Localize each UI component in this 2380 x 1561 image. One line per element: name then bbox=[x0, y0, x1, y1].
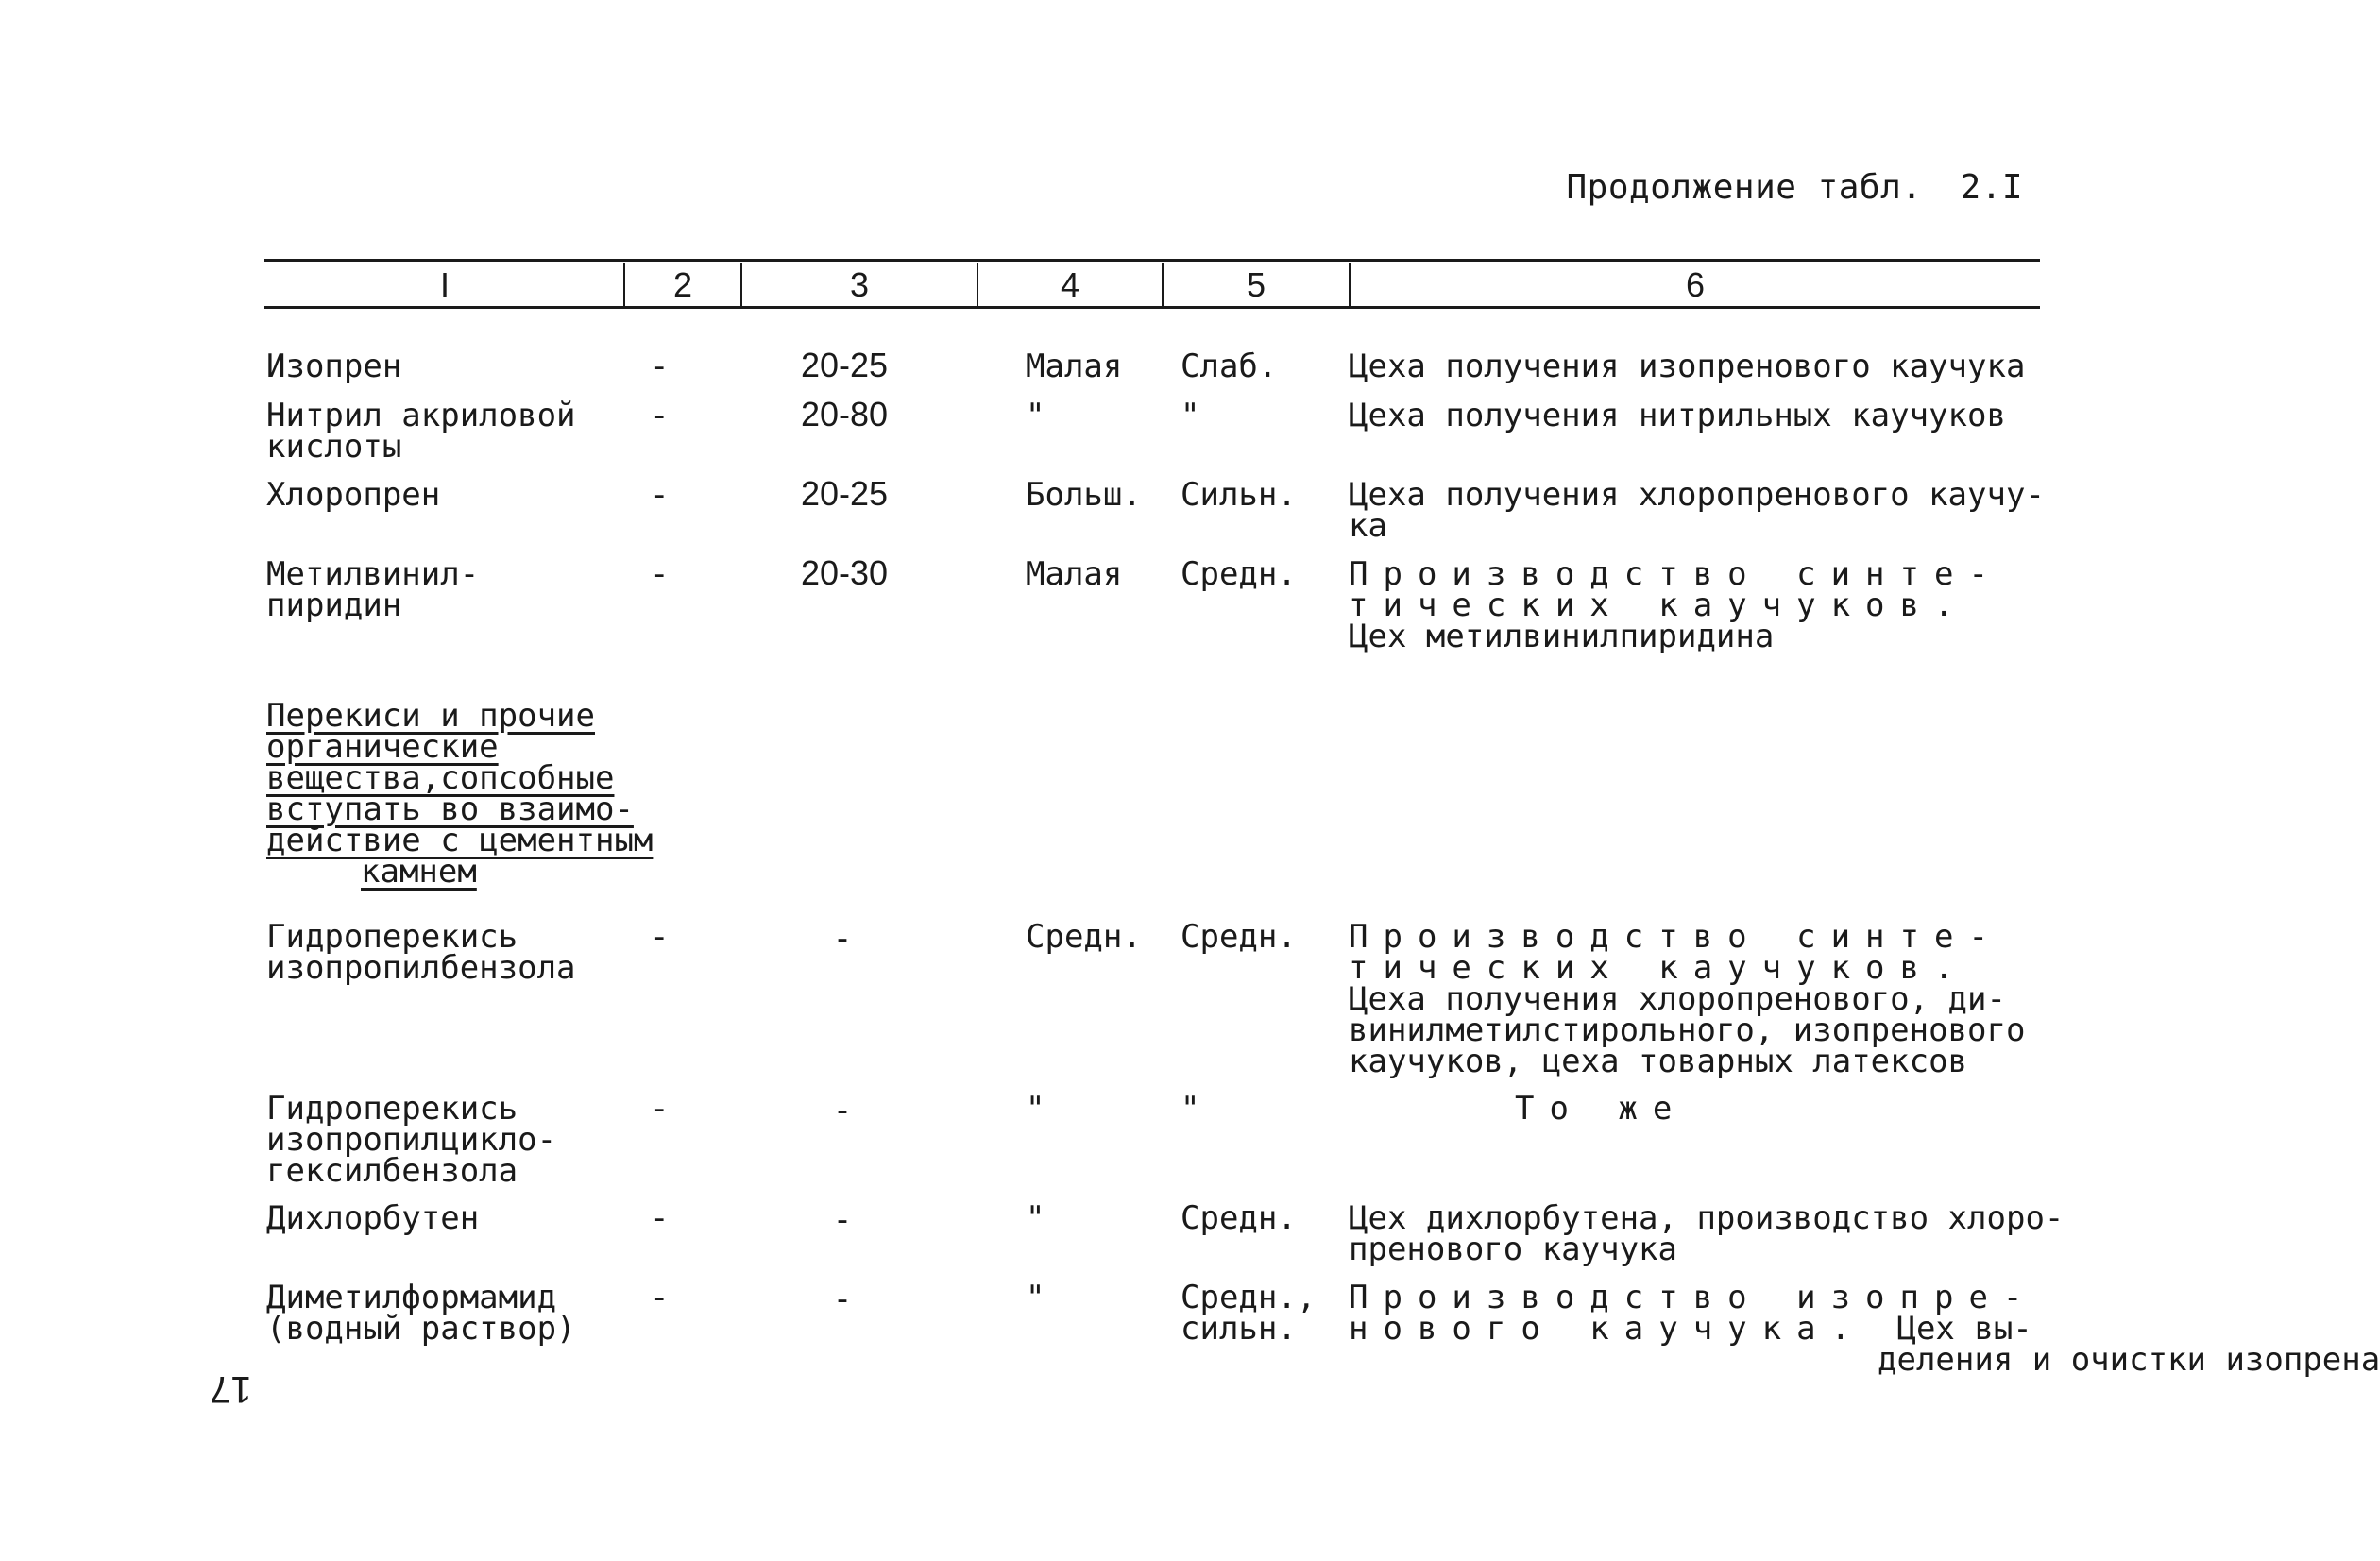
cell-col6: Цеха получения нитрильных каучуков bbox=[1349, 397, 2006, 434]
cell-col2: - bbox=[650, 1199, 670, 1237]
cell-col6: То же bbox=[1515, 1090, 1688, 1128]
section-heading-line: вещества,сопсобные bbox=[266, 759, 615, 797]
cell-col6: Цех метилвинилпиридина bbox=[1349, 618, 1775, 655]
header-col-5: 5 bbox=[1246, 265, 1266, 304]
cell-substance: Диметилформамид (водный раствор) bbox=[266, 1279, 576, 1348]
section-heading-line: камнем bbox=[361, 853, 477, 891]
cell-substance: Гидроперекись изопропилцикло- гексилбензола bbox=[266, 1090, 557, 1190]
cell-substance: Нитрил акриловой кислоты bbox=[266, 397, 576, 466]
cell-col3: 20-25 bbox=[801, 346, 889, 384]
header-col-6: 6 bbox=[1685, 265, 1706, 304]
cell-col6: Цех дихлорбутена, производство хлоро- пренового каучука bbox=[1349, 1199, 2065, 1268]
cell-col4: " bbox=[1026, 1090, 1046, 1128]
cell-col5: " bbox=[1181, 1090, 1200, 1128]
page-number: 17 bbox=[210, 1368, 252, 1410]
header-col-3: 3 bbox=[849, 265, 870, 304]
section-heading-line: Перекиси и прочие bbox=[266, 697, 595, 735]
cell-col4: " bbox=[1026, 397, 1046, 434]
cell-col6-spaced: Производство изопре- нового каучука. bbox=[1349, 1279, 2038, 1348]
cell-col5: Сильн. bbox=[1181, 476, 1297, 514]
cell-col3: - bbox=[837, 1199, 848, 1238]
cell-col4: Малая bbox=[1026, 348, 1123, 385]
header-col-1: I bbox=[439, 265, 450, 304]
cell-col3: - bbox=[837, 1090, 848, 1128]
table-caption bbox=[1567, 168, 2024, 207]
cell-substance: Метилвинил- пиридин bbox=[266, 555, 480, 624]
cell-col6-spaced: Производство синте- тических каучуков. bbox=[1349, 918, 2003, 987]
cell-col6-spaced: Производство синте- тических каучуков. bbox=[1349, 555, 2003, 624]
cell-col2: - bbox=[650, 1090, 670, 1128]
caption-label: Продолжение табл. bbox=[1566, 168, 1923, 207]
cell-col5: Средн. bbox=[1181, 1199, 1297, 1237]
section-heading bbox=[266, 697, 654, 891]
section-heading-line: органические bbox=[266, 728, 499, 766]
cell-col2: - bbox=[650, 1279, 670, 1316]
cell-col4: Больш. bbox=[1026, 476, 1142, 514]
cell-col6: Цеха получения хлоропренового каучу- ка bbox=[1349, 476, 2045, 545]
section-heading-line: действие с цементным bbox=[266, 822, 654, 859]
cell-substance: Изопрен bbox=[266, 348, 402, 385]
cell-col2: - bbox=[650, 555, 670, 593]
cell-substance: Дихлорбутен bbox=[266, 1199, 480, 1237]
cell-col3: - bbox=[837, 1279, 848, 1317]
cell-col5: Средн. bbox=[1181, 555, 1297, 593]
header-top-rule bbox=[264, 259, 2040, 262]
cell-col3: 20-30 bbox=[801, 553, 889, 592]
cell-substance: Гидроперекись изопропилбензола bbox=[266, 918, 576, 987]
cell-col2: - bbox=[650, 397, 670, 434]
cell-col5: Средн., сильн. bbox=[1181, 1279, 1317, 1348]
cell-col4: Малая bbox=[1026, 555, 1123, 593]
cell-col6: Цех вы- деления и очистки изопрена bbox=[1878, 1310, 2380, 1379]
cell-col3: 20-80 bbox=[801, 395, 889, 433]
cell-col5: Средн. bbox=[1181, 918, 1297, 956]
cell-col5: " bbox=[1181, 397, 1200, 434]
header-col-4: 4 bbox=[1060, 265, 1080, 304]
cell-col3: 20-25 bbox=[801, 474, 889, 513]
cell-col6: Цеха получения хлоропренового, ди- винилметилстирольного, изопренового каучуков, цеха товарных латексов bbox=[1349, 980, 2026, 1080]
header-col-2: 2 bbox=[672, 265, 693, 304]
header-bottom-rule bbox=[264, 306, 2040, 309]
cell-col2: - bbox=[650, 476, 670, 514]
cell-col3: - bbox=[837, 918, 848, 957]
cell-col2: - bbox=[650, 348, 670, 385]
cell-col4: " bbox=[1026, 1199, 1046, 1237]
caption-number: 2.I bbox=[1960, 168, 2023, 207]
cell-col2: - bbox=[650, 918, 670, 956]
cell-col5: Слаб. bbox=[1181, 348, 1278, 385]
cell-col4: Средн. bbox=[1026, 918, 1142, 956]
cell-col4: " bbox=[1026, 1279, 1046, 1316]
section-heading-line: вступать во взаимо- bbox=[266, 790, 634, 828]
cell-substance: Хлоропрен bbox=[266, 476, 441, 514]
cell-col6: Цеха получения изопренового каучука bbox=[1349, 348, 2026, 385]
